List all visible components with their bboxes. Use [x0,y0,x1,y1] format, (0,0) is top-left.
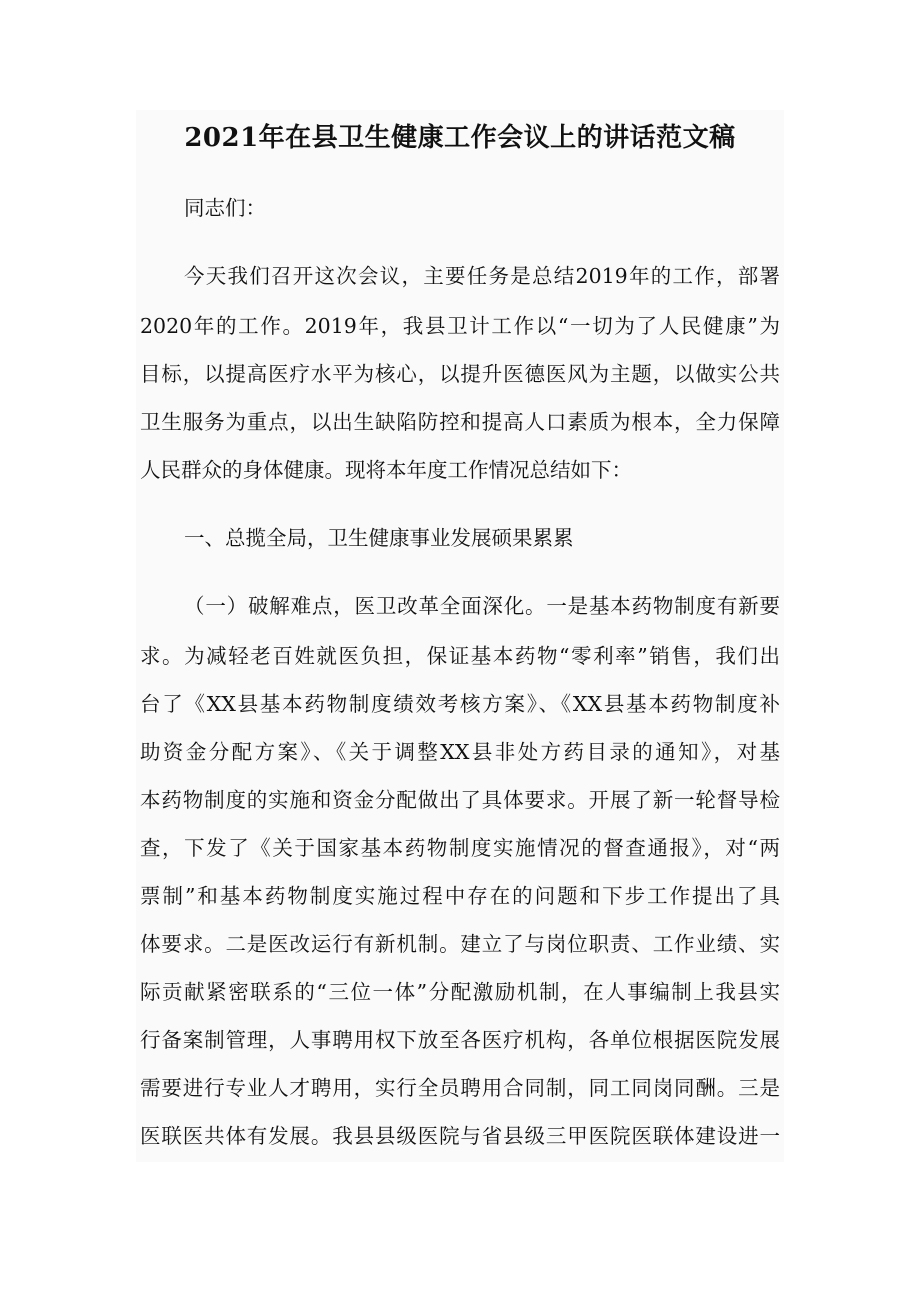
paragraph-line: 台了《XX县基本药物制度绩效考核方案》、《XX县基本药物制度补 [140,692,780,716]
document-title: 2021年在县卫生健康工作会议上的讲话范文稿 [184,123,736,153]
paragraph-line: 人民群众的身体健康。现将本年度工作情况总结如下： [140,458,632,482]
paragraph-line: 际贡献紧密联系的“三位一体”分配激励机制，在人事编制上我县实 [140,980,780,1004]
paragraph-line: 需要进行专业人才聘用，实行全员聘用合同制，同工同岗同酬。三是 [140,1076,780,1100]
paragraph-line: 卫生服务为重点，以出生缺陷防控和提高人口素质为根本，全力保障 [140,410,780,434]
paragraph-line: 本药物制度的实施和资金分配做出了具体要求。开展了新一轮督导检 [140,788,780,812]
paragraph-line: 目标，以提高医疗水平为核心，以提升医德医风为主题，以做实公共 [140,362,780,386]
paragraph-line: 行备案制管理，人事聘用权下放至各医疗机构，各单位根据医院发展 [140,1028,780,1052]
paragraph-line: 体要求。二是医改运行有新机制。建立了与岗位职责、工作业绩、实 [140,932,780,956]
paragraph-line: 今天我们召开这次会议，主要任务是总结2019年的工作，部署 [184,264,780,288]
section-heading: 一、总揽全局，卫生健康事业发展硕果累累 [184,526,574,550]
paragraph-line: （一）破解难点，医卫改革全面深化。一是基本药物制度有新要 [184,594,780,618]
paragraph-line: 助资金分配方案》、《关于调整XX县非处方药目录的通知》，对基 [140,740,780,764]
paragraph-line: 医联医共体有发展。我县县级医院与省县级三甲医院医联体建设进一 [140,1124,780,1148]
salutation-line: 同志们： [184,196,266,220]
paragraph-line: 票制”和基本药物制度实施过程中存在的问题和下步工作提出了具 [140,884,780,908]
paragraph-line: 查，下发了《关于国家基本药物制度实施情况的督查通报》，对“两 [140,836,780,860]
paragraph-line: 2020年的工作。2019年，我县卫计工作以“一切为了人民健康”为 [140,314,780,338]
paragraph-line: 求。为减轻老百姓就医负担，保证基本药物“零利率”销售，我们出 [140,644,780,668]
